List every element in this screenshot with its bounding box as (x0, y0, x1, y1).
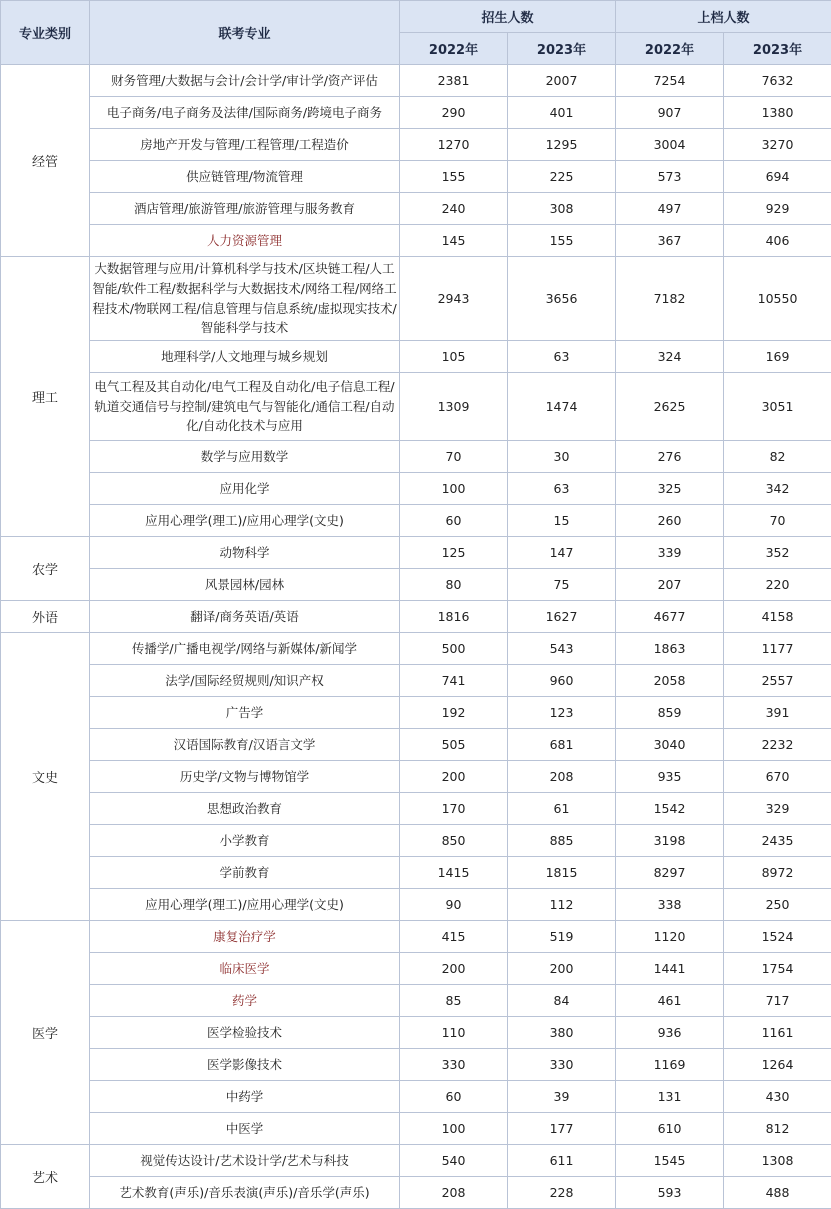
filed-2023: 929 (724, 193, 831, 225)
enroll-2023: 225 (508, 161, 616, 193)
filed-2022: 7182 (616, 257, 724, 341)
enroll-2023: 681 (508, 729, 616, 761)
filed-2023: 694 (724, 161, 831, 193)
header-year: 2023年 (508, 33, 616, 65)
header-year: 2022年 (616, 33, 724, 65)
major-cell: 视觉传达设计/艺术设计学/艺术与科技 (90, 1145, 400, 1177)
major-cell: 地理科学/人文地理与城乡规划 (90, 341, 400, 373)
header-enroll: 招生人数 (400, 1, 616, 33)
enroll-2022: 125 (400, 537, 508, 569)
enroll-2023: 380 (508, 1017, 616, 1049)
enroll-2023: 63 (508, 341, 616, 373)
filed-2023: 1264 (724, 1049, 831, 1081)
filed-2023: 70 (724, 505, 831, 537)
header-year: 2022年 (400, 33, 508, 65)
filed-2023: 2435 (724, 825, 831, 857)
enroll-2023: 15 (508, 505, 616, 537)
filed-2023: 3051 (724, 373, 831, 441)
filed-2022: 325 (616, 473, 724, 505)
enroll-2022: 540 (400, 1145, 508, 1177)
filed-2023: 220 (724, 569, 831, 601)
enroll-2023: 2007 (508, 65, 616, 97)
filed-2022: 935 (616, 761, 724, 793)
enroll-2023: 177 (508, 1113, 616, 1145)
header-filed: 上档人数 (616, 1, 831, 33)
enroll-2023: 308 (508, 193, 616, 225)
enroll-2022: 1309 (400, 373, 508, 441)
enroll-2023: 61 (508, 793, 616, 825)
enroll-2023: 1815 (508, 857, 616, 889)
enroll-2022: 145 (400, 225, 508, 257)
filed-2022: 573 (616, 161, 724, 193)
category-cell: 外语 (1, 601, 90, 633)
major-cell: 医学影像技术 (90, 1049, 400, 1081)
major-cell: 历史学/文物与博物馆学 (90, 761, 400, 793)
filed-2022: 324 (616, 341, 724, 373)
major-cell: 中药学 (90, 1081, 400, 1113)
filed-2022: 2625 (616, 373, 724, 441)
major-cell: 大数据管理与应用/计算机科学与技术/区块链工程/人工智能/软件工程/数据科学与大数据技术/网络工程/网络工程技术/物联网工程/信息管理与信息系统/虚拟现实技术/智能科学与技术 (90, 257, 400, 341)
filed-2023: 430 (724, 1081, 831, 1113)
enroll-2022: 2943 (400, 257, 508, 341)
filed-2023: 2232 (724, 729, 831, 761)
enroll-2022: 100 (400, 1113, 508, 1145)
filed-2023: 1161 (724, 1017, 831, 1049)
enroll-2023: 123 (508, 697, 616, 729)
category-cell: 文史 (1, 633, 90, 921)
enroll-2022: 192 (400, 697, 508, 729)
major-cell: 广告学 (90, 697, 400, 729)
filed-2023: 2557 (724, 665, 831, 697)
major-cell: 供应链管理/物流管理 (90, 161, 400, 193)
filed-2022: 260 (616, 505, 724, 537)
enroll-2023: 208 (508, 761, 616, 793)
filed-2023: 1754 (724, 953, 831, 985)
filed-2023: 670 (724, 761, 831, 793)
filed-2022: 1441 (616, 953, 724, 985)
major-cell: 药学 (90, 985, 400, 1017)
major-cell: 法学/国际经贸规则/知识产权 (90, 665, 400, 697)
enroll-2022: 505 (400, 729, 508, 761)
major-cell: 风景园林/园林 (90, 569, 400, 601)
major-cell: 学前教育 (90, 857, 400, 889)
filed-2022: 3040 (616, 729, 724, 761)
enroll-2023: 1627 (508, 601, 616, 633)
filed-2022: 131 (616, 1081, 724, 1113)
filed-2022: 859 (616, 697, 724, 729)
enroll-2022: 105 (400, 341, 508, 373)
filed-2023: 342 (724, 473, 831, 505)
filed-2023: 391 (724, 697, 831, 729)
major-cell: 应用心理学(理工)/应用心理学(文史) (90, 505, 400, 537)
filed-2023: 1380 (724, 97, 831, 129)
filed-2022: 1169 (616, 1049, 724, 1081)
filed-2022: 3198 (616, 825, 724, 857)
enroll-2023: 543 (508, 633, 616, 665)
enroll-2022: 90 (400, 889, 508, 921)
filed-2023: 406 (724, 225, 831, 257)
enroll-2022: 170 (400, 793, 508, 825)
filed-2023: 1177 (724, 633, 831, 665)
major-cell: 应用化学 (90, 473, 400, 505)
enroll-2022: 330 (400, 1049, 508, 1081)
enroll-2023: 200 (508, 953, 616, 985)
enroll-2023: 611 (508, 1145, 616, 1177)
filed-2022: 1545 (616, 1145, 724, 1177)
filed-2022: 1120 (616, 921, 724, 953)
filed-2023: 3270 (724, 129, 831, 161)
enroll-2023: 330 (508, 1049, 616, 1081)
filed-2022: 1863 (616, 633, 724, 665)
major-cell: 酒店管理/旅游管理/旅游管理与服务教育 (90, 193, 400, 225)
filed-2022: 610 (616, 1113, 724, 1145)
enroll-2023: 63 (508, 473, 616, 505)
header-category: 专业类别 (1, 1, 90, 65)
enroll-2023: 39 (508, 1081, 616, 1113)
filed-2023: 8972 (724, 857, 831, 889)
filed-2023: 717 (724, 985, 831, 1017)
filed-2023: 1524 (724, 921, 831, 953)
filed-2023: 488 (724, 1177, 831, 1209)
filed-2023: 169 (724, 341, 831, 373)
major-cell: 中医学 (90, 1113, 400, 1145)
enroll-2023: 401 (508, 97, 616, 129)
major-cell: 人力资源管理 (90, 225, 400, 257)
filed-2022: 936 (616, 1017, 724, 1049)
major-cell: 传播学/广播电视学/网络与新媒体/新闻学 (90, 633, 400, 665)
enroll-2022: 110 (400, 1017, 508, 1049)
enroll-2022: 60 (400, 505, 508, 537)
enroll-2023: 228 (508, 1177, 616, 1209)
filed-2022: 1542 (616, 793, 724, 825)
enroll-2022: 415 (400, 921, 508, 953)
category-cell: 经管 (1, 65, 90, 257)
enroll-2022: 500 (400, 633, 508, 665)
enroll-2022: 850 (400, 825, 508, 857)
enroll-2023: 519 (508, 921, 616, 953)
enroll-2022: 200 (400, 761, 508, 793)
enroll-2023: 1474 (508, 373, 616, 441)
enroll-2022: 240 (400, 193, 508, 225)
enroll-2022: 70 (400, 441, 508, 473)
enroll-2022: 85 (400, 985, 508, 1017)
enroll-2022: 2381 (400, 65, 508, 97)
filed-2023: 1308 (724, 1145, 831, 1177)
major-cell: 汉语国际教育/汉语言文学 (90, 729, 400, 761)
major-cell: 动物科学 (90, 537, 400, 569)
enroll-2023: 155 (508, 225, 616, 257)
enroll-2023: 30 (508, 441, 616, 473)
enroll-2022: 100 (400, 473, 508, 505)
filed-2022: 2058 (616, 665, 724, 697)
enroll-2022: 208 (400, 1177, 508, 1209)
enroll-2023: 147 (508, 537, 616, 569)
filed-2023: 7632 (724, 65, 831, 97)
enroll-2022: 80 (400, 569, 508, 601)
filed-2022: 4677 (616, 601, 724, 633)
filed-2023: 352 (724, 537, 831, 569)
major-cell: 思想政治教育 (90, 793, 400, 825)
filed-2023: 812 (724, 1113, 831, 1145)
major-cell: 房地产开发与管理/工程管理/工程造价 (90, 129, 400, 161)
filed-2022: 207 (616, 569, 724, 601)
header-major: 联考专业 (90, 1, 400, 65)
enroll-2023: 75 (508, 569, 616, 601)
major-cell: 翻译/商务英语/英语 (90, 601, 400, 633)
enroll-2022: 60 (400, 1081, 508, 1113)
category-cell: 理工 (1, 257, 90, 537)
major-cell: 小学教育 (90, 825, 400, 857)
filed-2022: 276 (616, 441, 724, 473)
major-cell: 应用心理学(理工)/应用心理学(文史) (90, 889, 400, 921)
filed-2022: 339 (616, 537, 724, 569)
major-cell: 电子商务/电子商务及法律/国际商务/跨境电子商务 (90, 97, 400, 129)
major-cell: 艺术教育(声乐)/音乐表演(声乐)/音乐学(声乐) (90, 1177, 400, 1209)
major-cell: 医学检验技术 (90, 1017, 400, 1049)
filed-2023: 329 (724, 793, 831, 825)
major-cell: 电气工程及其自动化/电气工程及自动化/电子信息工程/轨道交通信号与控制/建筑电气与智能化/通信工程/自动化/自动化技术与应用 (90, 373, 400, 441)
enroll-2022: 741 (400, 665, 508, 697)
enroll-2023: 3656 (508, 257, 616, 341)
filed-2023: 4158 (724, 601, 831, 633)
filed-2022: 461 (616, 985, 724, 1017)
major-cell: 临床医学 (90, 953, 400, 985)
filed-2022: 8297 (616, 857, 724, 889)
major-cell: 数学与应用数学 (90, 441, 400, 473)
enroll-2022: 1816 (400, 601, 508, 633)
filed-2023: 250 (724, 889, 831, 921)
enroll-2022: 200 (400, 953, 508, 985)
filed-2022: 3004 (616, 129, 724, 161)
filed-2022: 338 (616, 889, 724, 921)
major-cell: 康复治疗学 (90, 921, 400, 953)
enroll-2022: 1270 (400, 129, 508, 161)
enroll-2023: 885 (508, 825, 616, 857)
enroll-2023: 1295 (508, 129, 616, 161)
filed-2023: 82 (724, 441, 831, 473)
category-cell: 医学 (1, 921, 90, 1145)
category-cell: 农学 (1, 537, 90, 601)
filed-2022: 497 (616, 193, 724, 225)
header-year: 2023年 (724, 33, 831, 65)
enroll-2022: 155 (400, 161, 508, 193)
filed-2022: 907 (616, 97, 724, 129)
enroll-2023: 112 (508, 889, 616, 921)
enroll-2023: 960 (508, 665, 616, 697)
filed-2023: 10550 (724, 257, 831, 341)
category-cell: 艺术 (1, 1145, 90, 1209)
enroll-2022: 290 (400, 97, 508, 129)
filed-2022: 367 (616, 225, 724, 257)
enroll-2022: 1415 (400, 857, 508, 889)
filed-2022: 7254 (616, 65, 724, 97)
filed-2022: 593 (616, 1177, 724, 1209)
enroll-2023: 84 (508, 985, 616, 1017)
major-cell: 财务管理/大数据与会计/会计学/审计学/资产评估 (90, 65, 400, 97)
